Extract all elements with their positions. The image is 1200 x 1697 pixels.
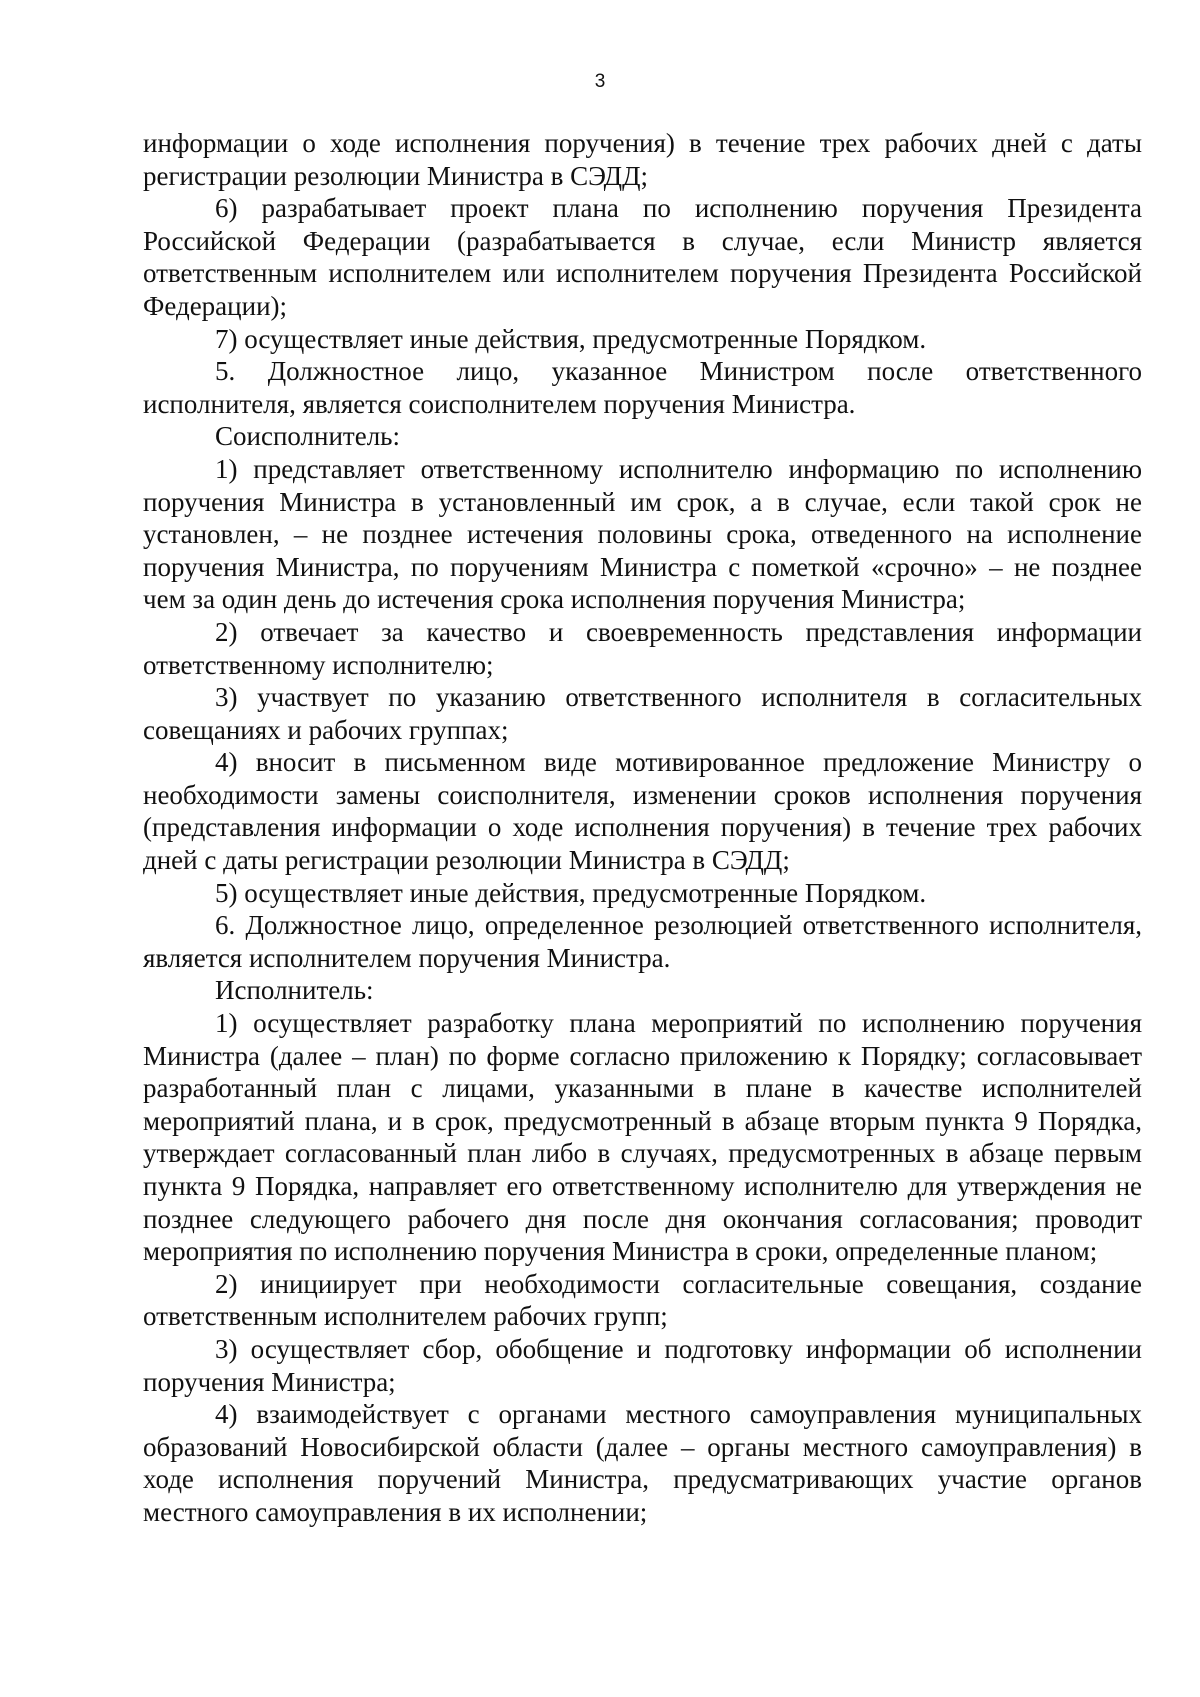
paragraph-co-executor-item-5: 5) осуществляет иные действия, предусмотренные Порядком. xyxy=(215,877,927,908)
paragraph-clause-6: 6. Должностное лицо, определенное резолюцией ответственного исполнителя, является исполнителем поручения Министра. xyxy=(143,910,1142,973)
paragraph-co-executor-heading: Соисполнитель: xyxy=(215,421,400,452)
paragraph-co-executor-item-2: 2) отвечает за качество и своевременность представления информации ответственному исполнителю; xyxy=(143,616,1142,680)
paragraph-executor-item-4: 4) взаимодействует с органами местного самоуправления муниципальных образований Новосибирской области (далее – органы местного самоуправления) в ходе исполнения поручений Министра, предусматривающих участие органов местного самоуправления в их исполнении; xyxy=(143,1399,1142,1527)
paragraph-co-executor-item-1: 1) представляет ответственному исполнителю информацию по исполнению поручения Министра в установленный им срок, а в случае, если такой срок не установлен, – не позднее истечения половины срока, отведенного на исполнение поручения Министра, по поручениям Министра с пометкой «срочно» – не позднее чем за один день до истечения срока исполнения поручения Министра; xyxy=(143,453,1142,615)
paragraph-clause-5: 5. Должностное лицо, указанное Министром после ответственного исполнителя, является соисполнителем поручения Министра. xyxy=(143,356,1142,419)
paragraph-executor-item-1: 1) осуществляет разработку плана мероприятий по исполнению поручения Министра (далее – план) по форме согласно приложению к Порядку; согласовывает разработанный план с лицами, указанными в плане в качестве исполнителей мероприятий плана, и в срок, предусмотренный в абзаце вторым пункта 9 Порядка, утверждает согласованный план либо в случаях, предусмотренных в абзаце первым пункта 9 Порядка, направляет его ответственному исполнителю для утверждения не позднее следующего рабочего дня после дня окончания согласования; проводит мероприятия по исполнению поручения Министра в сроки, определенные планом; xyxy=(143,1008,1142,1267)
paragraph-item-6-develop-plan: 6) разрабатывает проект плана по исполнению поручения Президента Российской Федерации (разрабатывается в случае, если Министр является ответственным исполнителем или исполнителем поручения Президента Российской Федерации); xyxy=(143,193,1142,321)
document-body xyxy=(143,127,1142,1529)
paragraph-item-7-other-actions: 7) осуществляет иные действия, предусмотренные Порядком. xyxy=(215,323,927,354)
page-number: 3 xyxy=(594,71,606,92)
paragraph-continuation: информации о ходе исполнения поручения) в течение трех рабочих дней с даты регистрации резолюции Министра в СЭДД; xyxy=(143,128,1142,191)
paragraph-co-executor-item-3: 3) участвует по указанию ответственного исполнителя в согласительных совещаниях и рабочих группах; xyxy=(143,682,1142,745)
paragraph-executor-item-2: 2) инициирует при необходимости согласительные совещания, создание ответственным исполнителем рабочих групп; xyxy=(143,1268,1142,1332)
paragraph-executor-item-3: 3) осуществляет сбор, обобщение и подготовку информации об исполнении поручения Министра; xyxy=(143,1333,1142,1397)
paragraph-co-executor-item-4: 4) вносит в письменном виде мотивированное предложение Министру о необходимости замены соисполнителя, изменении сроков исполнения поручения (представления информации о ходе исполнения поручения) в течение трех рабочих дней с даты регистрации резолюции Министра в СЭДД; xyxy=(143,747,1142,876)
paragraph-executor-heading: Исполнитель: xyxy=(215,975,374,1006)
